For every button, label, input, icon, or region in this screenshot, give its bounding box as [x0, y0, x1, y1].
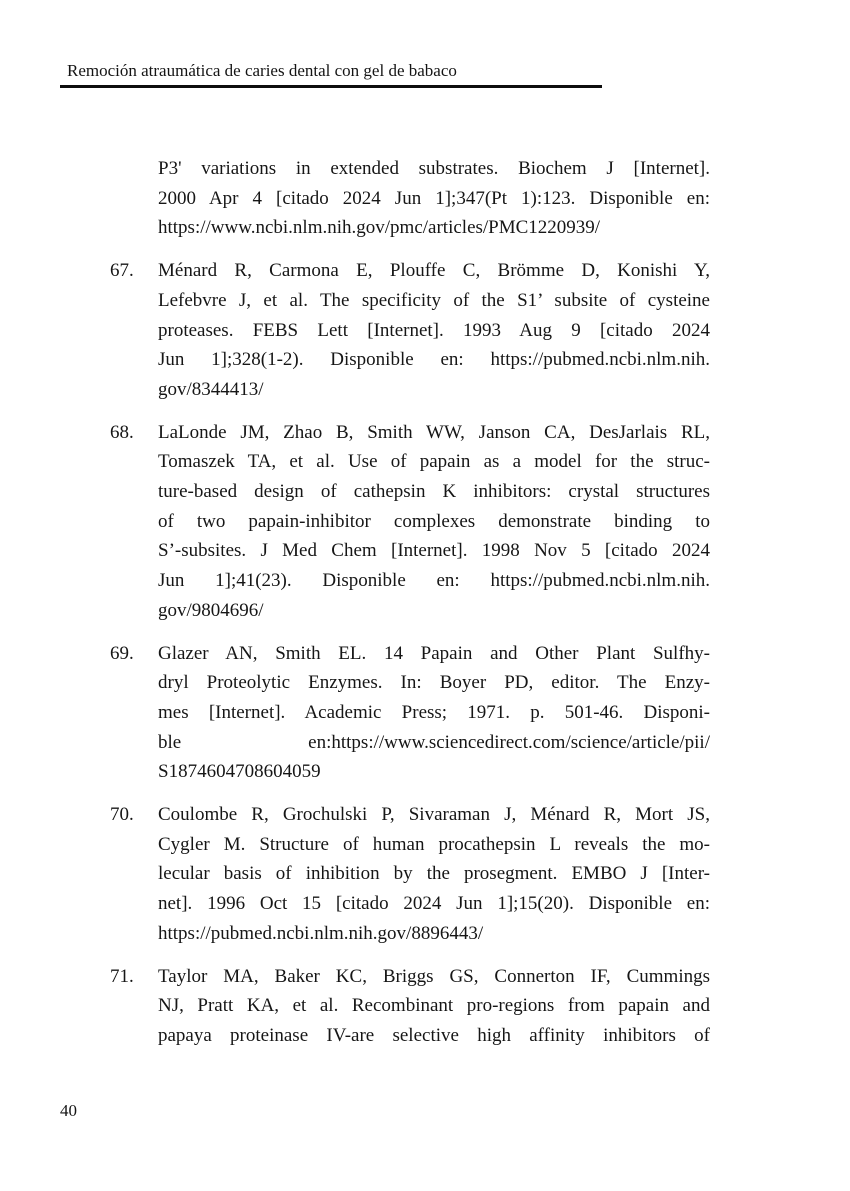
page-number: 40	[60, 1101, 77, 1120]
reference-line: ble en:https://www.sciencedirect.com/science/article/pii/	[158, 731, 710, 753]
reference-line: Ménard R, Carmona E, Plouffe C, Brömme D, Konishi Y,	[158, 260, 710, 282]
reference-text	[158, 154, 710, 243]
reference-line: proteases. FEBS Lett [Internet]. 1993 Aug 9 [citado 2024	[158, 319, 710, 341]
reference-line: lecular basis of inhibition by the prosegment. EMBO J [Inter-	[158, 863, 710, 885]
references-list	[110, 154, 710, 1064]
reference-text	[158, 256, 710, 405]
reference-item	[110, 800, 710, 949]
reference-text	[158, 418, 710, 626]
reference-number	[110, 154, 158, 243]
reference-item	[110, 256, 710, 405]
reference-line: LaLonde JM, Zhao B, Smith WW, Janson CA, DesJarlais RL,	[158, 421, 710, 443]
reference-line: Coulombe R, Grochulski P, Sivaraman J, Ménard R, Mort JS,	[158, 804, 710, 826]
reference-line: Glazer AN, Smith EL. 14 Papain and Other Plant Sulfhy-	[158, 642, 710, 664]
reference-line: Jun 1];328(1-2). Disponible en: https://pubmed.ncbi.nlm.nih.	[158, 349, 710, 371]
reference-text	[158, 639, 710, 788]
reference-line: Taylor MA, Baker KC, Briggs GS, Connerton IF, Cummings	[158, 965, 710, 987]
reference-line: https://pubmed.ncbi.nlm.nih.gov/8896443/	[158, 922, 484, 944]
reference-item	[110, 154, 710, 243]
reference-number: 68.	[110, 421, 134, 443]
reference-line: P3' variations in extended substrates. Biochem J [Internet].	[158, 158, 710, 179]
reference-number: 71.	[110, 965, 134, 987]
header-rule	[60, 85, 602, 88]
reference-number: 69.	[110, 642, 134, 664]
reference-text	[158, 800, 710, 949]
reference-number: 67.	[110, 260, 134, 282]
reference-line: Cygler M. Structure of human procathepsin L reveals the mo-	[158, 833, 710, 855]
reference-line: gov/8344413/	[158, 378, 264, 400]
reference-line: Jun 1];41(23). Disponible en: https://pubmed.ncbi.nlm.nih.	[158, 570, 710, 592]
reference-line: NJ, Pratt KA, et al. Recombinant pro-regions from papain and	[158, 995, 710, 1017]
reference-line: Lefebvre J, et al. The specificity of the S1’ subsite of cysteine	[158, 289, 710, 311]
reference-line: gov/9804696/	[158, 599, 264, 621]
reference-text	[158, 962, 710, 1051]
reference-line: mes [Internet]. Academic Press; 1971. p. 501-46. Disponi-	[158, 701, 710, 723]
reference-number: 70.	[110, 804, 134, 826]
reference-item	[110, 639, 710, 788]
reference-line: S1874604708604059	[158, 761, 321, 783]
reference-line: of two papain-inhibitor complexes demonstrate binding to	[158, 510, 710, 532]
reference-line: 2000 Apr 4 [citado 2024 Jun 1];347(Pt 1):123. Disponible en:	[158, 187, 710, 209]
reference-item	[110, 418, 710, 626]
reference-item	[110, 962, 710, 1051]
reference-line: papaya proteinase IV-are selective high affinity inhibitors of	[158, 1024, 710, 1046]
reference-line: https://www.ncbi.nlm.nih.gov/pmc/articles/PMC1220939/	[158, 217, 601, 239]
reference-line: dryl Proteolytic Enzymes. In: Boyer PD, editor. The Enzy-	[158, 672, 710, 694]
reference-line: net]. 1996 Oct 15 [citado 2024 Jun 1];15(20). Disponible en:	[158, 893, 710, 915]
reference-line: S’-subsites. J Med Chem [Internet]. 1998 Nov 5 [citado 2024	[158, 540, 710, 562]
running-header-title: Remoción atraumática de caries dental con gel de babaco	[67, 61, 457, 80]
reference-line: Tomaszek TA, et al. Use of papain as a model for the struc-	[158, 451, 710, 473]
reference-line: ture-based design of cathepsin K inhibitors: crystal structures	[158, 481, 710, 503]
